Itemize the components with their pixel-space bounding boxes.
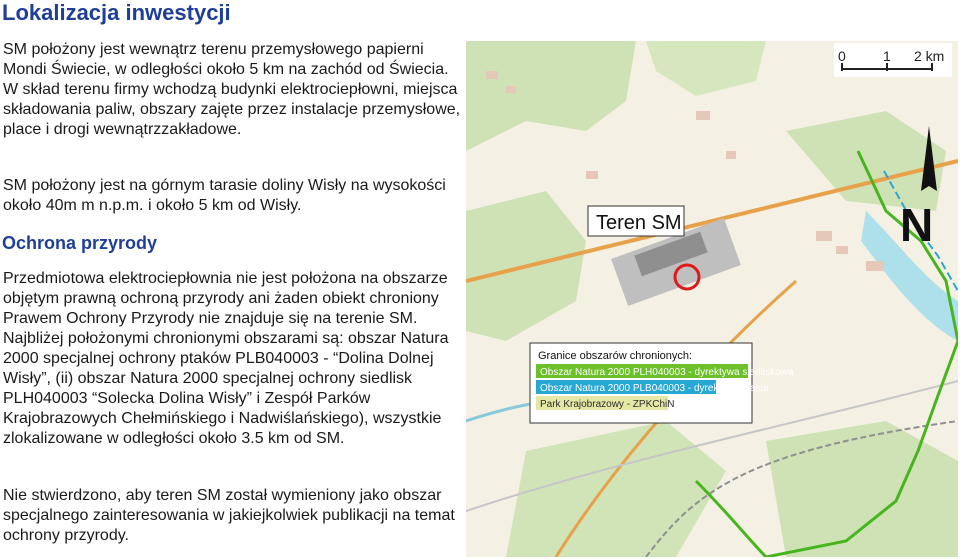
legend-title: Granice obszarów chronionych: xyxy=(538,350,693,362)
scale-label-2: 2 km xyxy=(914,48,945,64)
site-label: Teren SM xyxy=(596,212,682,234)
legend-item-park: Park Krajobrazowy - ZPKChiN xyxy=(540,399,675,410)
site-label-box xyxy=(588,206,684,236)
scale-label-1: 1 xyxy=(883,48,891,64)
scale-label-0: 0 xyxy=(838,48,846,64)
location-paragraph: SM położony jest wewnątrz terenu przemysłowego papierni Mondi Świecie, w odległości około 5 km na zachód od Świecia. W skład terenu firmy wchodzą budynki elektrociepłowni, miejsca składowania paliw, obszary zajęte przez instalacje przemysłowe, place i drogi wewnątrzzakładowe. xyxy=(3,41,461,138)
elevation-paragraph: SM położony jest na górnym tarasie doliny Wisły na wysokości około 40m m n.p.m. i około 5 km od Wisły. xyxy=(3,177,446,214)
north-label: N xyxy=(900,199,934,251)
legend-item-birds: Obszar Natura 2000 PLB040003 - dyrektywa ptasia xyxy=(540,383,769,394)
legend-item-habitat: Obszar Natura 2000 PLH040003 - dyrektywa siedliskowa xyxy=(540,367,794,378)
page-title: Lokalizacja inwestycji xyxy=(2,0,231,25)
nature-protection-paragraph: Przedmiotowa elektrociepłownia nie jest położona na obszarze objętym prawną ochroną przyrody ani żaden obiekt chroniony Prawem Ochrony Przyrody nie znajduje się na terenie SM. Najbliżej położonymi chronionymi obszarami są: obszar Natura 2000 specjalnej ochrony ptaków PLB040003 - “Dolina Dolnej Wisły”, (ii) obszar Natura 2000 specjalnej ochrony siedlisk PLH040003 “Solecka Dolina Wisły” i Zespół Parków Krajobrazowych Chełmińskiego i Nadwiślańskiego), wszystkie zlokalizowane w odległości około 3.5 km od SM. xyxy=(3,270,449,447)
scale-bar xyxy=(834,43,952,77)
conclusion-paragraph: Nie stwierdzono, aby teren SM został wymieniony jako obszar specjalnego zainteresowania w jakiejkolwiek publikacji na temat ochrony przyrody. xyxy=(3,487,455,544)
map-graphic xyxy=(466,41,958,557)
location-map xyxy=(466,41,958,557)
nature-protection-heading: Ochrona przyrody xyxy=(2,233,158,253)
